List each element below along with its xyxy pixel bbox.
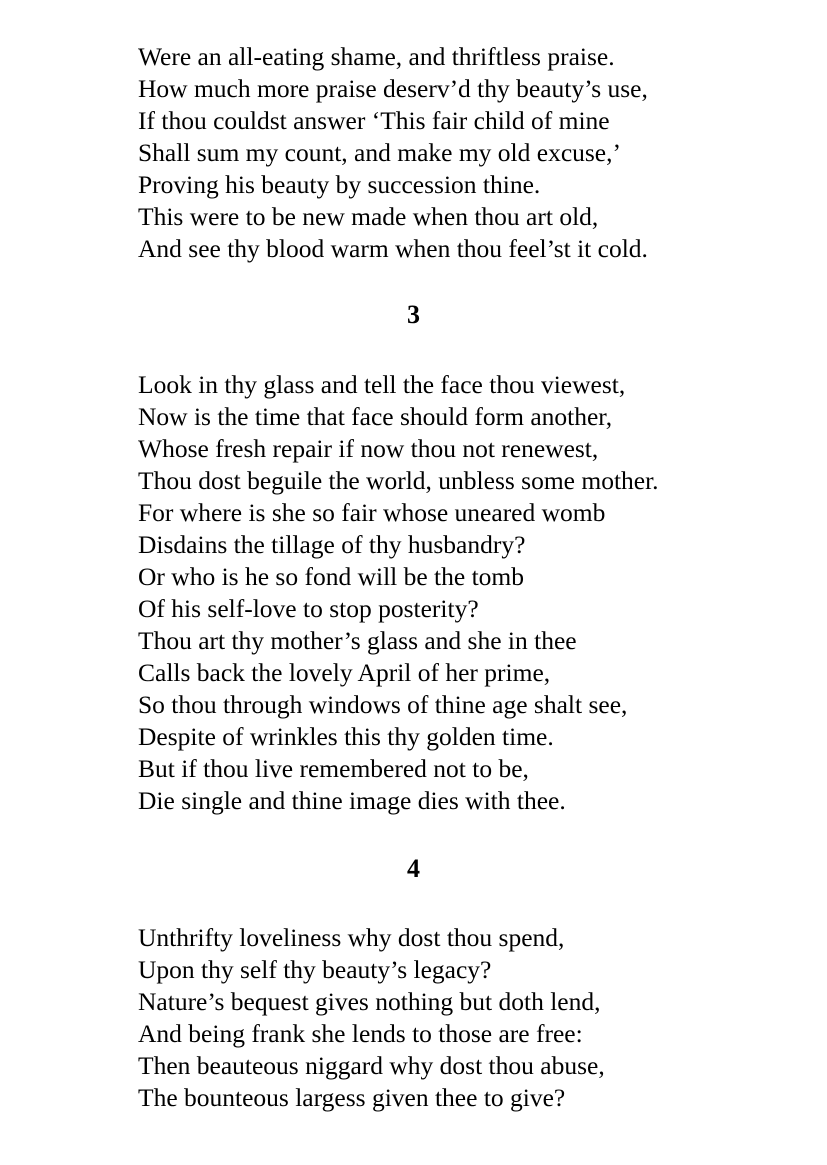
poem-line: For where is she so fair whose uneared womb <box>138 498 606 527</box>
sonnet-3 <box>138 369 778 817</box>
poem-line: And being frank she lends to those are free: <box>138 1019 583 1048</box>
poem-line: Or who is he so fond will be the tomb <box>138 562 524 591</box>
poem-line: Nature’s bequest gives nothing but doth lend, <box>138 987 601 1016</box>
poem-line: Calls back the lovely April of her prime, <box>138 658 551 687</box>
poem-line: The bounteous largess given thee to give? <box>138 1083 566 1112</box>
poem-line: But if thou live remembered not to be, <box>138 754 529 783</box>
poem-line: So thou through windows of thine age shalt see, <box>138 690 628 719</box>
poem-line: And see thy blood warm when thou feel’st it cold. <box>138 234 648 263</box>
poem-line: Die single and thine image dies with thee. <box>138 786 566 815</box>
poem-line: This were to be new made when thou art old, <box>138 202 599 231</box>
poem-line: Disdains the tillage of thy husbandry? <box>138 530 526 559</box>
poem-line: Unthrifty loveliness why dost thou spend, <box>138 923 565 952</box>
poem-line: How much more praise deserv’d thy beauty’s use, <box>138 74 648 103</box>
poem-line: Then beauteous niggard why dost thou abuse, <box>138 1051 605 1080</box>
poem-line: Whose fresh repair if now thou not renewest, <box>138 434 599 463</box>
sonnet-2-continuation <box>138 41 778 265</box>
poem-line: Thou dost beguile the world, unbless some mother. <box>138 466 659 495</box>
poem-line: Look in thy glass and tell the face thou viewest, <box>138 370 626 399</box>
poem-line: Despite of wrinkles this thy golden time. <box>138 722 554 751</box>
poem-line: Upon thy self thy beauty’s legacy? <box>138 955 492 984</box>
sonnet-4-heading: 4 <box>407 854 420 883</box>
poem-line: If thou couldst answer ‘This fair child of mine <box>138 106 610 135</box>
poem-line: Thou art thy mother’s glass and she in thee <box>138 626 577 655</box>
poem-line: Were an all-eating shame, and thriftless praise. <box>138 42 615 71</box>
poem-line: Shall sum my count, and make my old excuse,’ <box>138 138 621 167</box>
poem-line: Of his self-love to stop posterity? <box>138 594 479 623</box>
poem-line: Now is the time that face should form another, <box>138 402 613 431</box>
sonnet-4 <box>138 922 778 1114</box>
sonnet-3-heading: 3 <box>407 300 420 329</box>
poem-line: Proving his beauty by succession thine. <box>138 170 541 199</box>
